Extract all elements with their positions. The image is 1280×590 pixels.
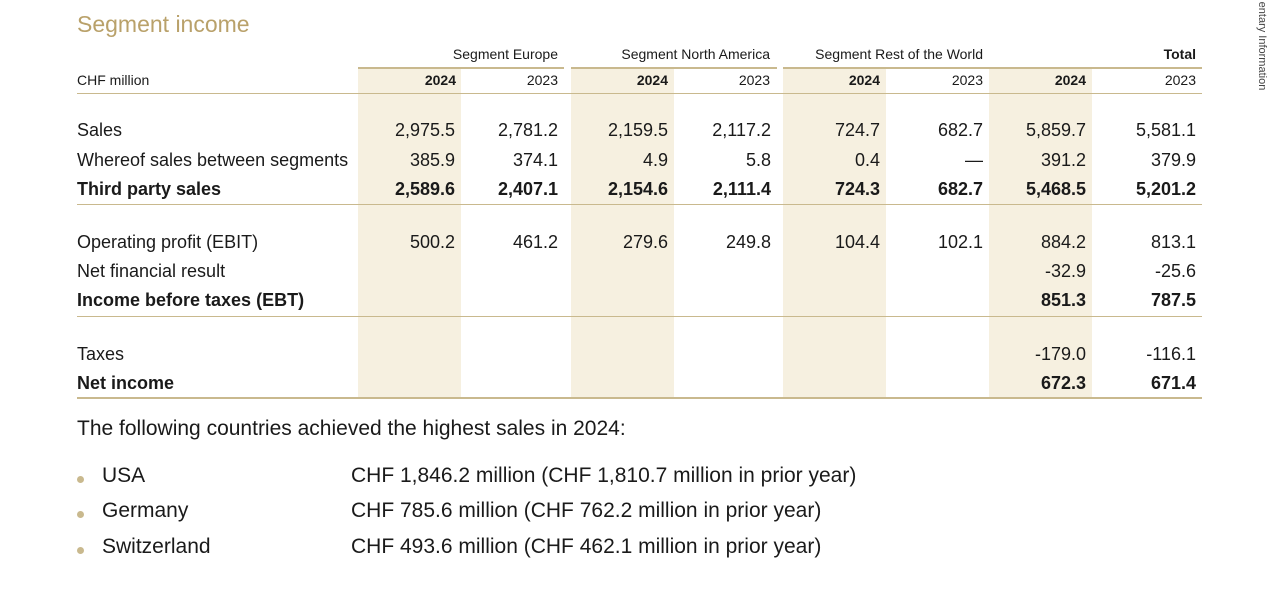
table-cell: 2,111.4: [712, 179, 771, 199]
year-header: 2023: [738, 72, 770, 88]
segment-underline: [783, 67, 989, 69]
segment-underline: [358, 67, 564, 69]
table-cell: 682.7: [937, 179, 983, 199]
countries-intro: The following countries achieved the highest sales in 2024:: [77, 417, 626, 440]
table-cell: -116.1: [1146, 344, 1196, 364]
table-cell: 5,581.1: [1135, 120, 1196, 140]
table-cell: -179.0: [1034, 344, 1086, 364]
country-name: Germany: [102, 499, 189, 522]
table-cell: 2,154.6: [607, 179, 668, 199]
table-cell: —: [965, 150, 983, 170]
table-cell: 813.1: [1150, 232, 1196, 252]
table-cell: 249.8: [725, 232, 771, 252]
table-cell: 379.9: [1150, 150, 1196, 170]
table-cell: 5,201.2: [1135, 179, 1196, 199]
segment-underline: [571, 67, 777, 69]
table-cell: 682.7: [937, 120, 983, 140]
table-bottom-rule: [77, 397, 1202, 399]
row-label: Net financial result: [77, 261, 226, 281]
table-cell: 2,159.5: [607, 120, 668, 140]
table-cell: 374.1: [512, 150, 558, 170]
table-cell: 279.6: [622, 232, 668, 252]
table-cell: -32.9: [1044, 261, 1086, 281]
row-label: Taxes: [77, 344, 125, 364]
table-cell: 884.2: [1040, 232, 1086, 252]
unit-label: CHF million: [77, 72, 150, 88]
bullet-icon: [77, 476, 84, 483]
year-header: 2024: [636, 72, 668, 88]
section-rule: [77, 316, 1202, 317]
segment-header-north-america: Segment North America: [621, 46, 770, 62]
table-cell: 724.7: [834, 120, 880, 140]
table-cell: 2,117.2: [712, 120, 771, 140]
table-cell: 461.2: [512, 232, 558, 252]
table-cell: 5,859.7: [1025, 120, 1086, 140]
section-rule: [77, 204, 1202, 205]
country-name: Switzerland: [102, 535, 211, 558]
table-cell: 787.5: [1150, 290, 1196, 310]
country-name: USA: [102, 464, 146, 487]
bullet-icon: [77, 511, 84, 518]
table-cell: 500.2: [409, 232, 455, 252]
year-header: 2024: [1054, 72, 1086, 88]
header-rule: [77, 93, 1202, 94]
row-label: Whereof sales between segments: [77, 150, 349, 170]
segment-header-rest-of-world: Segment Rest of the World: [815, 46, 983, 62]
table-cell: 724.3: [834, 179, 880, 199]
table-cell: 851.3: [1040, 290, 1086, 310]
year-header: 2023: [526, 72, 558, 88]
segment-underline: [989, 67, 1202, 69]
row-label: Income before taxes (EBT): [77, 290, 305, 310]
page-title: Segment income: [77, 11, 250, 37]
year-header: 2024: [424, 72, 456, 88]
table-cell: 391.2: [1040, 150, 1086, 170]
country-sales-value: CHF 1,846.2 million (CHF 1,810.7 million in prior year): [351, 464, 857, 487]
segment-header-europe: Segment Europe: [452, 46, 558, 62]
row-label: Net income: [77, 373, 175, 393]
country-sales-value: CHF 785.6 million (CHF 762.2 million in prior year): [351, 499, 822, 522]
table-cell: 2,589.6: [394, 179, 455, 199]
table-cell: 2,407.1: [497, 179, 558, 199]
table-cell: -25.6: [1154, 261, 1196, 281]
table-cell: 671.4: [1150, 373, 1196, 393]
table-cell: 102.1: [937, 232, 983, 252]
year-header: 2023: [951, 72, 983, 88]
table-cell: 5.8: [745, 150, 771, 170]
table-cell: 0.4: [854, 150, 880, 170]
year-header: 2024: [848, 72, 880, 88]
row-label: Operating profit (EBIT): [77, 232, 259, 252]
row-label: Third party sales: [77, 179, 222, 199]
segment-header-total: Total: [1163, 46, 1196, 62]
bullet-icon: [77, 547, 84, 554]
table-cell: 104.4: [834, 232, 880, 252]
table-cell: 672.3: [1040, 373, 1086, 393]
side-tab-label[interactable]: entary Information: [1256, 1, 1268, 91]
table-cell: 2,975.5: [394, 120, 455, 140]
year-header: 2023: [1164, 72, 1196, 88]
table-cell: 5,468.5: [1025, 179, 1086, 199]
row-label: Sales: [77, 120, 123, 140]
table-cell: 2,781.2: [497, 120, 558, 140]
country-sales-value: CHF 493.6 million (CHF 462.1 million in prior year): [351, 535, 822, 558]
table-cell: 385.9: [409, 150, 455, 170]
table-cell: 4.9: [642, 150, 668, 170]
